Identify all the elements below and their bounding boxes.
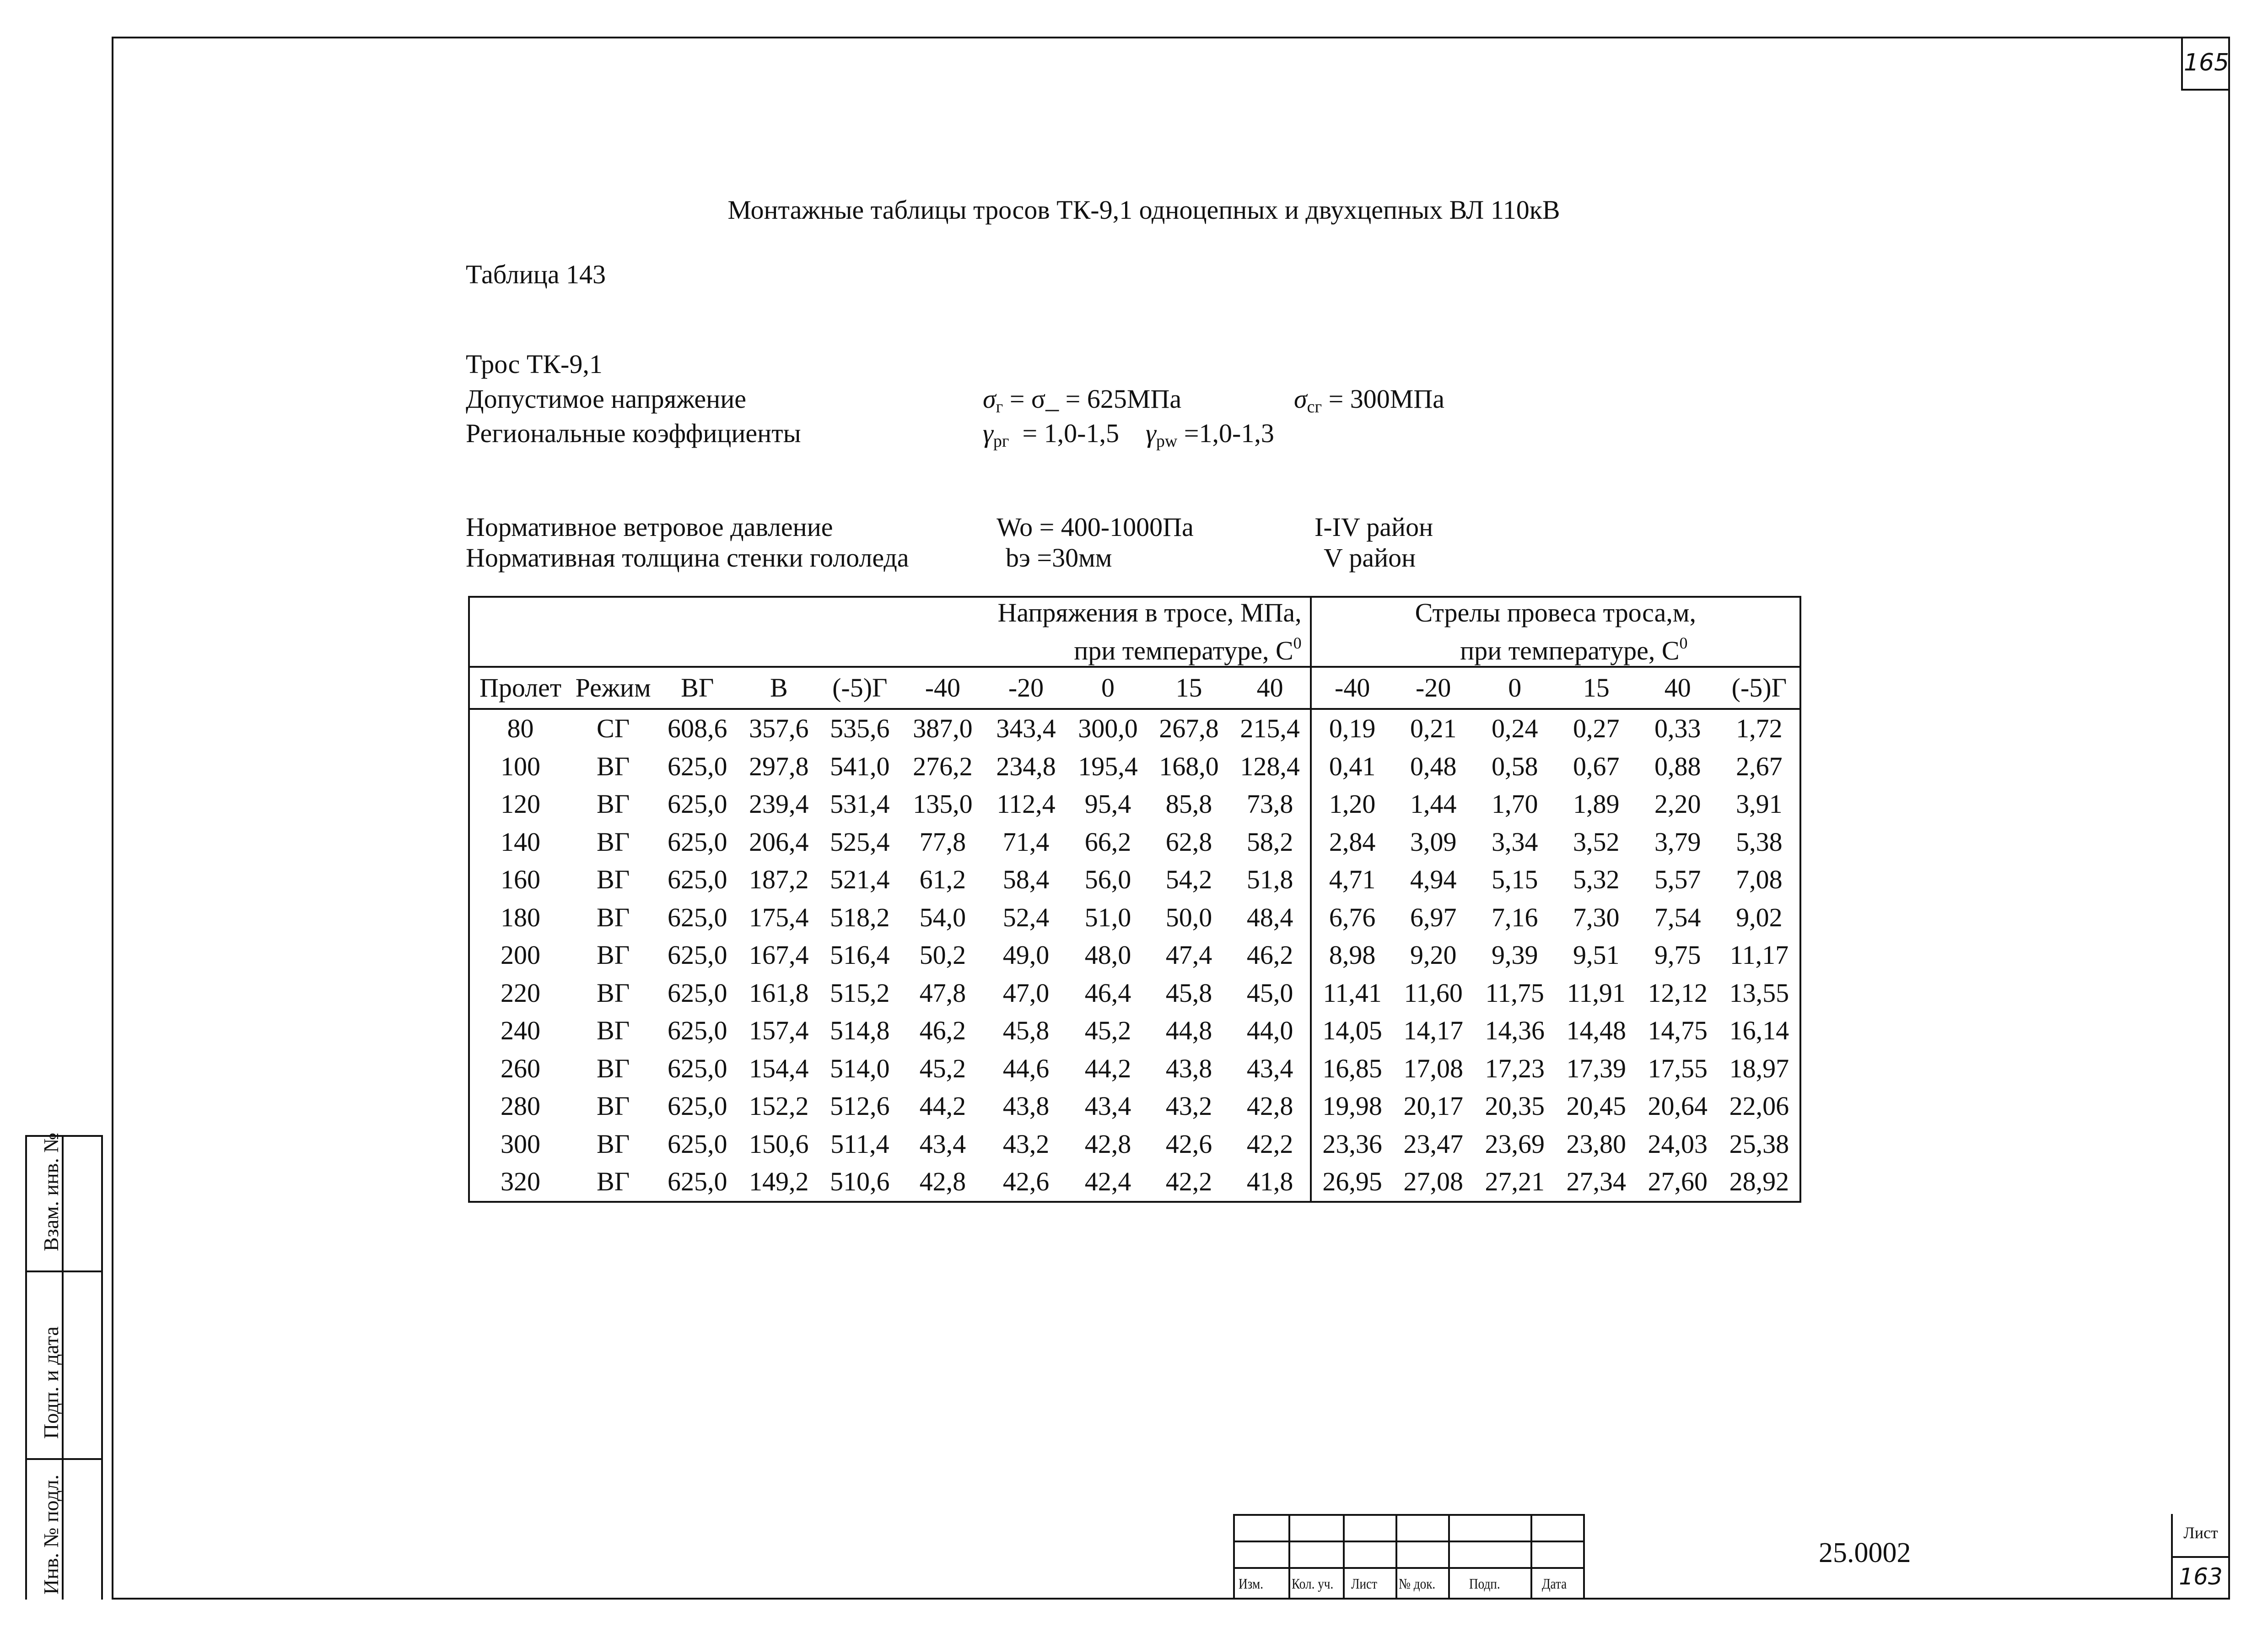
table-cell: 608,6 — [668, 714, 727, 743]
table-cell: 152,2 — [749, 1091, 809, 1121]
table-cell: 44,8 — [1165, 1016, 1212, 1045]
table-row — [469, 1087, 1800, 1125]
table-cell: 42,6 — [1165, 1129, 1212, 1159]
table-cell: ВГ — [597, 789, 630, 819]
table-cell: 0,33 — [1654, 714, 1701, 743]
table-cell: 43,4 — [1246, 1053, 1293, 1083]
table-cell: 17,08 — [1403, 1053, 1463, 1083]
table-row — [469, 1012, 1800, 1050]
table-cell: 1,20 — [1311, 785, 1393, 823]
table-cell: 44,2 — [1084, 1053, 1131, 1083]
table-cell: 17,55 — [1648, 1053, 1708, 1083]
table-row — [469, 936, 1800, 974]
table-cell: 43,4 — [919, 1129, 966, 1159]
tb-label-izm: Изм. — [1239, 1575, 1264, 1592]
table-cell: ВГ — [597, 1016, 630, 1045]
table-cell: 27,21 — [1474, 1163, 1556, 1202]
sag-group-header: Стрелы провеса троса,м, при температуре, $С^0$ — [1311, 597, 1800, 667]
table-cell: 9,20 — [1410, 940, 1457, 970]
table-cell: 43,4 — [1084, 1091, 1131, 1121]
table-cell: 625,0 — [668, 751, 727, 781]
table-cell: 167,4 — [749, 940, 809, 970]
table-cell: 50,0 — [1165, 902, 1212, 932]
table-cell: 187,2 — [749, 865, 809, 894]
table-cell: 239,4 — [749, 789, 809, 819]
coef-label: Региональные коэффициенты — [466, 418, 801, 448]
table-row — [469, 823, 1800, 861]
tb-label-kol: Кол. уч. — [1292, 1575, 1334, 1592]
table-cell: 14,48 — [1566, 1016, 1626, 1045]
stamp-zam: Взам. инв. № — [39, 1132, 63, 1251]
table-cell: 300,0 — [1078, 714, 1138, 743]
table-cell: 625,0 — [668, 1016, 727, 1045]
table-cell: 0,24 — [1491, 714, 1538, 743]
table-cell: 2,84 — [1311, 823, 1393, 861]
table-cell: 3,52 — [1573, 827, 1620, 857]
table-cell: 220 — [469, 974, 571, 1012]
table-cell: 50,2 — [919, 940, 966, 970]
table-cell: 66,2 — [1084, 827, 1131, 857]
table-cell: ВГ — [597, 940, 630, 970]
table-cell: 20,17 — [1403, 1091, 1463, 1121]
column-header: В — [739, 667, 818, 709]
table-cell: 0,58 — [1491, 751, 1538, 781]
table-cell: 45,0 — [1246, 978, 1293, 1008]
table-cell: 320 — [469, 1163, 571, 1202]
table-cell: 27,60 — [1637, 1163, 1719, 1202]
top-sheet-number: 165 — [2181, 37, 2230, 91]
table-cell: 14,05 — [1311, 1012, 1393, 1050]
ice-region: V район — [1324, 543, 1416, 573]
table-cell: 112,4 — [997, 789, 1056, 819]
column-header: -20 — [984, 667, 1068, 709]
table-cell: 11,75 — [1485, 978, 1544, 1008]
table-cell: 42,4 — [1068, 1163, 1148, 1202]
table-cell: 9,02 — [1719, 899, 1800, 937]
table-cell: 140 — [469, 823, 571, 861]
table-cell: 514,8 — [830, 1016, 890, 1045]
column-header: (-5)Г — [1719, 667, 1800, 709]
table-cell: 625,0 — [668, 865, 727, 894]
table-cell: 16,14 — [1719, 1012, 1800, 1050]
table-cell: 25,38 — [1719, 1125, 1800, 1163]
column-header: Пролет — [469, 667, 571, 709]
table-cell: 135,0 — [913, 789, 973, 819]
stamp-podp: Подп. и дата — [39, 1326, 63, 1439]
table-row — [469, 709, 1800, 748]
table-body — [469, 709, 1800, 1202]
table-cell: 512,6 — [830, 1091, 890, 1121]
table-cell: 47,0 — [1002, 978, 1050, 1008]
table-cell: 45,2 — [919, 1053, 966, 1083]
table-cell: 150,6 — [749, 1129, 809, 1159]
table-cell: 6,76 — [1311, 899, 1393, 937]
table-cell: 11,17 — [1719, 936, 1800, 974]
table-cell: 154,4 — [749, 1053, 809, 1083]
table-cell: 11,60 — [1404, 978, 1463, 1008]
table-cell: 46,2 — [1246, 940, 1293, 970]
column-header: 15 — [1148, 667, 1230, 709]
table-cell: 46,4 — [1084, 978, 1131, 1008]
table-row — [469, 785, 1800, 823]
table-cell: 58,2 — [1246, 827, 1293, 857]
table-cell: 625,0 — [668, 1091, 727, 1121]
table-row — [469, 748, 1800, 786]
table-cell: 41,8 — [1230, 1163, 1311, 1202]
table-row — [469, 1050, 1800, 1088]
table-cell: 525,4 — [830, 827, 890, 857]
table-cell: 7,54 — [1654, 902, 1701, 932]
table-cell: 51,8 — [1246, 865, 1293, 894]
table-cell: ВГ — [597, 902, 630, 932]
table-cell: 9,39 — [1491, 940, 1538, 970]
sheet-number: 163 — [2179, 1563, 2223, 1590]
table-cell: 180 — [469, 899, 571, 937]
table-cell: 0,67 — [1573, 751, 1620, 781]
table-cell: 160 — [469, 861, 571, 899]
table-cell: ВГ — [597, 1091, 630, 1121]
table-cell: 0,88 — [1654, 751, 1701, 781]
table-cell: ВГ — [597, 1129, 630, 1159]
table-cell: 0,27 — [1573, 714, 1620, 743]
table-row — [469, 899, 1800, 937]
sheet-label: Лист — [2183, 1524, 2218, 1542]
column-header: -40 — [1311, 667, 1393, 709]
table-cell: 44,6 — [1002, 1053, 1050, 1083]
table-cell: 4,71 — [1311, 861, 1393, 899]
table-row — [469, 974, 1800, 1012]
table-cell: 45,2 — [1084, 1016, 1131, 1045]
tb-label-data: Дата — [1542, 1575, 1567, 1592]
table-cell: 3,79 — [1654, 827, 1701, 857]
ice-value: bэ =30мм — [1006, 543, 1112, 573]
column-header: 40 — [1637, 667, 1719, 709]
table-cell: 54,0 — [919, 902, 966, 932]
stress-formula: σг = σ_ = 625МПа — [983, 384, 1182, 416]
table-cell: 7,08 — [1719, 861, 1800, 899]
table-cell: 42,2 — [1148, 1163, 1230, 1202]
table-cell: 161,8 — [749, 978, 809, 1008]
table-cell: 100 — [469, 748, 571, 786]
table-cell: 23,69 — [1485, 1129, 1545, 1159]
table-cell: 13,55 — [1719, 974, 1800, 1012]
table-cell: СГ — [597, 714, 630, 743]
table-cell: 387,0 — [913, 714, 973, 743]
table-cell: 23,80 — [1566, 1129, 1626, 1159]
table-cell: 5,32 — [1573, 865, 1620, 894]
table-cell: 2,67 — [1719, 748, 1800, 786]
table-cell: 73,8 — [1246, 789, 1293, 819]
table-cell: 85,8 — [1165, 789, 1212, 819]
table-cell: 80 — [469, 709, 571, 748]
tb-label-doc: № док. — [1399, 1575, 1436, 1592]
table-cell: 4,94 — [1410, 865, 1457, 894]
table-cell: 531,4 — [830, 789, 890, 819]
table-cell: 18,97 — [1719, 1050, 1800, 1088]
tb-label-list: Лист — [1351, 1575, 1377, 1592]
table-cell: 9,51 — [1573, 940, 1620, 970]
table-cell: 260 — [469, 1050, 571, 1088]
table-cell: 0,41 — [1311, 748, 1393, 786]
table-cell: 521,4 — [830, 865, 890, 894]
stress-group-header: Напряжения в тросе, МПа, при температуре, $С^0$ — [469, 597, 1311, 667]
side-stamp — [25, 1132, 103, 1600]
table-cell: 43,8 — [1165, 1053, 1212, 1083]
table-cell: 5,15 — [1491, 865, 1538, 894]
title-block — [1233, 1514, 2230, 1600]
table-cell: 9,75 — [1654, 940, 1701, 970]
table-cell: 516,4 — [830, 940, 890, 970]
table-cell: 0,21 — [1410, 714, 1457, 743]
table-cell: 8,98 — [1311, 936, 1393, 974]
table-group-header — [469, 597, 1800, 667]
table-cell: 24,03 — [1648, 1129, 1708, 1159]
table-cell: 47,4 — [1165, 940, 1212, 970]
table-cell: 44,2 — [919, 1091, 966, 1121]
table-cell: 343,4 — [996, 714, 1056, 743]
table-cell: 20,35 — [1485, 1091, 1545, 1121]
table-cell: 14,36 — [1485, 1016, 1545, 1045]
table-cell: 625,0 — [668, 827, 727, 857]
table-cell: 625,0 — [655, 1163, 739, 1202]
wind-value: Wo = 400-1000Па — [997, 512, 1194, 542]
table-cell: 51,0 — [1084, 902, 1131, 932]
table-cell: 206,4 — [749, 827, 809, 857]
table-cell: 0,19 — [1311, 709, 1393, 748]
table-cell: 6,97 — [1410, 902, 1457, 932]
table-cell: 11,91 — [1567, 978, 1626, 1008]
stress-label: Допустимое напряжение — [466, 384, 746, 414]
column-header: 0 — [1068, 667, 1148, 709]
table-cell: 7,30 — [1573, 902, 1620, 932]
column-header: 0 — [1474, 667, 1556, 709]
table-cell: 215,4 — [1240, 714, 1300, 743]
column-header: 15 — [1556, 667, 1637, 709]
table-cell: 3,09 — [1410, 827, 1457, 857]
table-cell: ВГ — [597, 827, 630, 857]
table-cell: 7,16 — [1491, 902, 1538, 932]
table-cell: 1,72 — [1719, 709, 1800, 748]
table-cell: 1,44 — [1410, 789, 1457, 819]
table-cell: 518,2 — [830, 902, 890, 932]
table-cell: 54,2 — [1165, 865, 1212, 894]
table-cell: 42,8 — [1084, 1129, 1131, 1159]
table-cell: 510,6 — [818, 1163, 901, 1202]
table-cell: 71,4 — [1002, 827, 1050, 857]
table-cell: 42,8 — [1246, 1091, 1293, 1121]
table-cell: 27,08 — [1393, 1163, 1474, 1202]
table-cell: 267,8 — [1159, 714, 1219, 743]
table-cell: ВГ — [597, 865, 630, 894]
table-cell: 20,45 — [1566, 1091, 1626, 1121]
table-cell: 61,2 — [919, 865, 966, 894]
table-cell: 3,34 — [1491, 827, 1538, 857]
table-cell: 52,4 — [1002, 902, 1050, 932]
table-cell: 625,0 — [668, 940, 727, 970]
table-cell: 42,2 — [1246, 1129, 1293, 1159]
table-cell: 43,2 — [1002, 1129, 1050, 1159]
table-cell: 19,98 — [1311, 1087, 1393, 1125]
table-cell: 95,4 — [1084, 789, 1131, 819]
column-header: ВГ — [655, 667, 739, 709]
table-cell: 43,2 — [1165, 1091, 1212, 1121]
table-cell: 157,4 — [749, 1016, 809, 1045]
table-cell: 77,8 — [919, 827, 966, 857]
installation-table — [468, 596, 1801, 1203]
table-cell: 17,23 — [1485, 1053, 1545, 1083]
table-cell: 625,0 — [668, 1053, 727, 1083]
table-cell: 11,41 — [1311, 974, 1393, 1012]
table-cell: 28,92 — [1719, 1163, 1800, 1202]
table-cell: 511,4 — [830, 1129, 889, 1159]
wind-label: Нормативное ветровое давление — [466, 512, 833, 542]
table-cell: 45,8 — [1002, 1016, 1050, 1045]
ice-label: Нормативная толщина стенки гололеда — [466, 543, 909, 573]
table-cell: 541,0 — [830, 751, 890, 781]
table-cell: 625,0 — [668, 1129, 727, 1159]
cable-name: Трос ТК-9,1 — [466, 349, 603, 379]
table-cell: 1,89 — [1573, 789, 1620, 819]
table-cell: 23,47 — [1403, 1129, 1463, 1159]
table-cell: ВГ — [597, 978, 630, 1008]
document-code: 25.0002 — [1819, 1537, 1911, 1568]
table-cell: 14,75 — [1648, 1016, 1708, 1045]
table-cell: 195,4 — [1078, 751, 1138, 781]
table-cell: 49,0 — [1002, 940, 1050, 970]
table-cell: 17,39 — [1566, 1053, 1626, 1083]
table-cell: ВГ — [597, 751, 630, 781]
table-cell: 16,85 — [1311, 1050, 1393, 1088]
table-cell: 58,4 — [1002, 865, 1050, 894]
table-cell: 48,4 — [1246, 902, 1293, 932]
page-title: Монтажные таблицы тросов ТК-9,1 одноцепных и двухцепных ВЛ 110кВ — [727, 195, 1560, 225]
table-cell: 1,70 — [1491, 789, 1538, 819]
table-cell: 128,4 — [1240, 751, 1300, 781]
table-cell: ВГ — [571, 1163, 655, 1202]
table-cell: 26,95 — [1311, 1163, 1393, 1202]
table-cell: 168,0 — [1159, 751, 1219, 781]
table-cell: 625,0 — [668, 789, 727, 819]
stress-sg-formula: σсг = 300МПа — [1294, 384, 1444, 416]
table-cell: 42,6 — [984, 1163, 1068, 1202]
table-cell: 625,0 — [668, 978, 727, 1008]
table-cell: 120 — [469, 785, 571, 823]
table-cell: 5,38 — [1719, 823, 1800, 861]
stamp-inv: Инв. № подл. — [39, 1474, 63, 1595]
table-cell: 200 — [469, 936, 571, 974]
table-cell: 514,0 — [830, 1053, 890, 1083]
column-header: Режим — [571, 667, 655, 709]
table-cell: 48,0 — [1084, 940, 1131, 970]
column-header: -40 — [901, 667, 984, 709]
table-cell: 43,8 — [1002, 1091, 1050, 1121]
table-cell: 44,0 — [1246, 1016, 1293, 1045]
column-header: -20 — [1393, 667, 1474, 709]
table-cell: 42,8 — [901, 1163, 984, 1202]
column-header: (-5)Г — [818, 667, 901, 709]
table-cell: 240 — [469, 1012, 571, 1050]
table-cell: 515,2 — [830, 978, 890, 1008]
table-cell: 300 — [469, 1125, 571, 1163]
table-cell: 0,48 — [1410, 751, 1457, 781]
table-cell: 14,17 — [1403, 1016, 1463, 1045]
table-cell: 56,0 — [1084, 865, 1131, 894]
table-row — [469, 1163, 1800, 1202]
table-cell: 23,36 — [1311, 1125, 1393, 1163]
table-cell: 27,34 — [1556, 1163, 1637, 1202]
table-cell: ВГ — [597, 1053, 630, 1083]
table-cell: 234,8 — [996, 751, 1056, 781]
coef-formula: γрг = 1,0-1,5 γpw =1,0-1,3 — [983, 418, 1274, 451]
table-cell: 149,2 — [739, 1163, 818, 1202]
table-cell: 297,8 — [749, 751, 809, 781]
table-cell: 22,06 — [1719, 1087, 1800, 1125]
column-header-row — [469, 667, 1800, 709]
table-cell: 280 — [469, 1087, 571, 1125]
table-cell: 625,0 — [668, 902, 727, 932]
table-cell: 62,8 — [1165, 827, 1212, 857]
table-cell: 47,8 — [919, 978, 966, 1008]
wind-region: I-IV район — [1314, 512, 1433, 542]
table-cell: 20,64 — [1648, 1091, 1708, 1121]
table-cell: 2,20 — [1654, 789, 1701, 819]
column-header: 40 — [1230, 667, 1311, 709]
table-cell: 535,6 — [830, 714, 890, 743]
table-row — [469, 1125, 1800, 1163]
table-cell: 45,8 — [1165, 978, 1212, 1008]
table-cell: 12,12 — [1648, 978, 1708, 1008]
table-cell: 3,91 — [1719, 785, 1800, 823]
table-cell: 357,6 — [749, 714, 809, 743]
table-row — [469, 861, 1800, 899]
table-label: Таблица 143 — [466, 259, 606, 289]
table-cell: 5,57 — [1654, 865, 1701, 894]
table-cell: 276,2 — [913, 751, 973, 781]
table-cell: 46,2 — [919, 1016, 966, 1045]
table-cell: 175,4 — [749, 902, 809, 932]
tb-label-podp: Подп. — [1469, 1575, 1500, 1592]
